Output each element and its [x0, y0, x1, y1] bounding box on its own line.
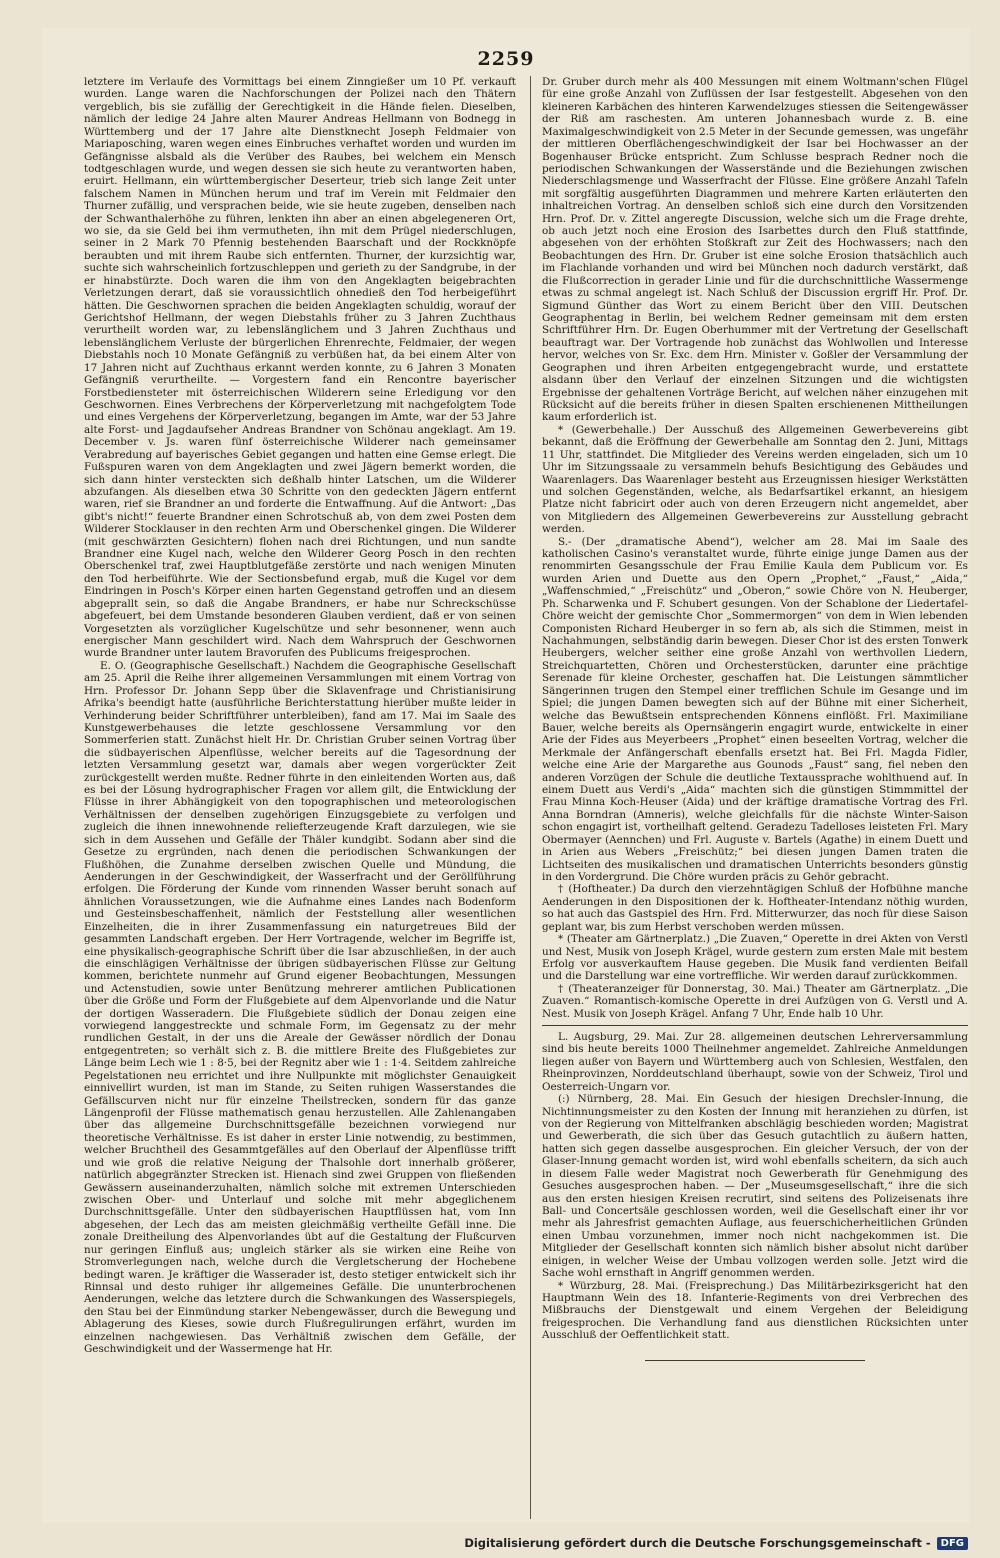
- article-paragraph: * Würzburg, 28. Mai. (Freisprechung.) Das Militärbezirksgericht hat den Hauptmann Wein des 18. Infanterie-Regiments von drei Verbrechen des Mißbrauchs der Dienstgewalt und einem Vergehen der Beleidigung freigesprochen. Die Verhandlung fand aus dienstlichen Rücksichten unter Ausschluß der Oeffentlichkeit statt.: [542, 1279, 968, 1342]
- article-paragraph: * (Gewerbehalle.) Der Ausschuß des Allgemeinen Gewerbevereins gibt bekannt, daß die Eröffnung der Gewerbehalle am Sonntag den 2. Juni, Mittags 11 Uhr, stattfindet. Die Mitglieder des Vereins werden eingeladen, sich um 10 Uhr im Sitzungssaale zu versammeln behufs Besichtigung des Gebäudes und Waarenlagers. Das Waarenlager besteht aus Erzeugnissen hiesiger Werkstätten und solchen Gegenständen, welche, als Bedarfsartikel erkannt, an hiesigem Platze nicht fabricirt oder auch von deren Erzeugern nicht angemeldet, aber von Mitgliedern des Allgemeinen Gewerbevereins zur Ausstellung gebracht werden.: [542, 423, 968, 536]
- article-paragraph: Dr. Gruber durch mehr als 400 Messungen mit einem Woltmann'schen Flügel für eine große Anzahl von Zuflüssen der Isar festgestellt. Abgesehen von den kleineren Karbächen des hinteren Karwendelzuges stiessen die Seitengewässer der Riß am raschesten. Am unteren Johannesbach wurde z. B. eine Maximalgeschwindigkeit von 2.5 Meter in der Secunde gemessen, was ungefähr der mittleren Oberflächengeschwindigkeit der Isar bei Hochwasser an der Bogenhauser Brücke entspricht. Zum Schlusse besprach Redner noch die periodischen Schwankungen der Wasserstände und die Beziehungen zwischen Niederschlagsmenge und Wasserfracht der Flüsse. Eine größere Anzahl Tafeln mit sorgfältig ausgeführten Diagrammen und mehrere Karten erläuterten den inhaltreichen Vortrag. An denselben schloß sich eine durch den Vorsitzenden Hrn. Prof. Dr. v. Zittel angeregte Discussion, welche sich um die Frage drehte, ob auch jetzt noch eine Erosion des Isarbettes durch den Fluß stattfinde, abgesehen von der erhöhten Stoßkraft zur Zeit des Hochwassers; nach den Beobachtungen des Hrn. Dr. Gruber ist eine solche Erosion thatsächlich auch im Flachlande vorhanden und wird bei München noch dadurch verstärkt, daß die Flußcorrection in gerader Linie und für die durchschnittliche Wassermenge etwas zu schmal angelegt ist. Nach Schluß der Discussion ergriff Hr. Prof. Dr. Sigmund Günther das Wort zu einem Bericht über den VIII. Deutschen Geographentag in Berlin, bei welchem Redner gemeinsam mit dem ersten Schriftführer Hrn. Dr. Eugen Oberhummer mit der Vertretung der Gesellschaft beauftragt war. Der Vortragende hob zunächst das Wohlwollen und Interesse hervor, welches von Sr. Exc. dem Hrn. Minister v. Goßler der Versammlung der Geographen und ihren Arbeiten entgegengebracht wurde, und erstattete alsdann über den Verlauf der einzelnen Sitzungen und die wichtigsten Ergebnisse der gehaltenen Vorträge Bericht, auf welchen näher einzugehen mit Rücksicht auf die bereits früher in diesen Spalten erschienenen Mittheilungen kaum erforderlich ist.: [542, 76, 968, 424]
- article-paragraph: * (Theater am Gärtnerplatz.) „Die Zuaven,“ Operette in drei Akten von Verstl und Nest, Musik von Joseph Krägel, wurde gestern zum ersten Male mit bestem Erfolg vor ausverkauftem Hause gegeben. Die Musik fand verdienten Beifall und die Darstellung war eine vortreffliche. Wir werden darauf zurückkommen.: [542, 933, 968, 983]
- article-paragraph: letztere im Verlaufe des Vormittags bei einem Zinngießer um 10 Pf. verkauft wurden. Lange waren die Nachforschungen der Polizei nach den Thätern vergeblich, bis sie zufällig der Gerechtigkeit in die Hände fielen. Dieselben, nämlich der ledige 24 Jahre alten Maurer Andreas Hellmann von Bodnegg in Württemberg und der 17 Jahre alte Dienstknecht Joseph Feldmaier von Mariaposching, waren wegen eines Einbruches verhaftet worden und wurden im Gefängnisse alsbald als die Verüber des Raubes, bei welchem ein Mensch todtgeschlagen wurde, und wegen dessen sie sich heute zu verantworten haben, eruirt. Hellmann, ein württembergischer Deserteur, trieb sich lange Zeit unter falschem Namen in München herum und traf im Verein mit Feldmaier den Thurner zufällig, und versprachen beide, wie sie heute zugeben, denselben nach der Schwanthalerhöhe zu führen, lenkten ihn aber an einen abgelegeneren Ort, wo sie, da sie Geld bei ihm vermutheten, ihn mit dem Prügel niederschlugen, seiner in 2 Mark 70 Pfennig bestehenden Baarschaft und der Rockknöpfe beraubten und mit ihrem Raube sich entfernten. Thurner, der kurzsichtig war, suchte sich wahrscheinlich fortzuschleppen und gerieth zu der Sandgrube, in der er hinabstürzte. Doch waren die ihm von den Angeklagten beigebrachten Verletzungen derart, daß sie voraussichtlich ohnedieß den Tod herbeigeführt hätten. Die Geschwornen sprachen die beiden Angeklagten schuldig, worauf der Gerichtshof Hellmann, der wegen Diebstahls früher zu 3 Jahren Zuchthaus verurtheilt worden war, zu lebenslänglichem und 3 Jahren Zuchthaus und lebenslänglichem Verluste der bürgerlichen Ehrenrechte, Feldmaier, der wegen Diebstahls noch 10 Monate Gefängniß zu verbüßen hat, da bei einem Alter von 17 Jahren nicht auf Zuchthaus erkannt werden konnte, zu 6 Jahren 3 Monaten Gefängniß verurtheilte. — Vorgestern fand ein Rencontre bayerischer Forstbediensteter mit österreichischen Wilderern seine Erledigung vor den Geschwornen. Eines Verbrechens der Körperverletzung mit nachgefolgtem Tode und eines Vergehens der Körperverletzung, begangen im Amte, war der 53 Jahre alte Forst- und Jagdaufseher Andreas Brandner von Schönau angeklagt. Am 19. December v. Js. waren fünf österreichische Wilderer nach gemeinsamer Verabredung auf bayerisches Gebiet gegangen und hatten eine Gemse erlegt. Die Fußspuren waren von dem Angeklagten und zwei Jägern bemerkt worden, die sich dann hinter versteckten sich deßhalb hinter Latschen, um die Wilderer abzufangen. Als dieselben etwa 30 Schritte von den gedeckten Jägern entfernt waren, rief sie Brandner an und forderte die Entwaffnung. Auf die Antwort: „Das gibt's nicht!“ feuerte Brandner einen Schrotschuß ab, von dem zwei Posten dem Wilderer Stocklauser in den rechten Arm und Oberschenkel gingen. Die Wilderer (mit geschwärzten Gesichtern) flohen nach drei Richtungen, und nun sandte Brandner eine Kugel nach, welche den Wilderer Georg Posch in den rechten Oberschenkel traf, zwei Hauptblutgefäße zerstörte und nach wenigen Minuten den Tod herbeiführte. Wie der Sectionsbefund ergab, muß die Kugel vor dem Eindringen in Posch's Körper einen harten Gegenstand getroffen und an diesem abgeprallt sein, so daß die Angabe Brandners, er habe nur Schreckschüsse abgefeuert, bei dem Umstande besonderen Glauben verdient, daß er von seinen Vorgesetzten als vorzüglicher Kugelschütze und sehr besonnener, wenn auch energischer Mann geschildert wird. Nach dem Wahrspruch der Geschwornen wurde Brandner unter lautem Bravorufen des Publicums freigesprochen.: [84, 76, 516, 660]
- newspaper-page: [42, 28, 970, 1523]
- left-column: [84, 76, 516, 1355]
- article-paragraph: † (Hoftheater.) Da durch den vierzehntägigen Schluß der Hofbühne manche Aenderungen in den Dispositionen der k. Hoftheater-Intendanz nöthig wurden, so hat auch das Gastspiel des Hrn. Frd. Mitterwurzer, das noch für diese Saison geplant war, bis zum Herbst verschoben werden müssen.: [542, 883, 968, 933]
- article-paragraph: E. O. (Geographische Gesellschaft.) Nachdem die Geographische Gesellschaft am 25. April die Reihe ihrer allgemeinen Versammlungen mit einem Vortrag von Hrn. Professor Dr. Johann Sepp über die Sklavenfrage und Christianisirung Afrika's beendigt hatte (ausführliche Berichterstattung hierüber mußte leider in Verhinderung beider Schriftführer unterbleiben), fand am 17. Mai im Saale des Kunstgewerbehauses die letzte geschlossene Versammlung vor den Sommerferien statt. Zunächst hielt Hr. Dr. Christian Gruber seinen Vortrag über die südbayerischen Alpenflüsse, welcher bereits auf die Tagesordnung der letzten Versammlung gesetzt war, damals aber wegen vorgerückter Zeit zurückgestellt werden mußte. Redner führte in den einleitenden Worten aus, daß es bei der Lösung hydrographischer Fragen vor allem gilt, die Entwicklung der Flüsse in ihrer Abhängigkeit von den topographischen und meteorologischen Verhältnissen der denselben zugehörigen Einzugsgebiete zu verfolgen und zugleich die ihnen innewohnende reliefterzeugende Kraft darzulegen, wie sie sich in dem Aussehen und Gefälle der Thäler kundgibt. Sodann aber sind die Gesetze zu ergründen, nach denen die periodischen Schwankungen der Flußhöhen, die Zunahme derselben zwischen Quelle und Mündung, die Aenderungen in der Geschwindigkeit, der Wasserfracht und der Geröllführung erfolgen. Die Förderung der Kunde vom rinnenden Wasser beruht sonach auf ähnlichen Voraussetzungen, wie die Aufnahme eines Landes nach Bodenform und Gesteinsbeschaffenheit, nämlich der Feststellung aller wesentlichen Einzelheiten, die in ihrer Zusammenfassung ein naturgetreues Bild der gesammten Landschaft ergeben. Der Herr Vortragende, welcher im Begriffe ist, eine physikalisch-geographische Schrift über die Isar abzuschließen, in der auch die einschlägigen Verhältnisse der übrigen südbayerischen Flüsse zur Geltung kommen, berichtete nunmehr auf Grund eigener Beobachtungen, Messungen und Actenstudien, sowie unter Benützung mehrerer amtlichen Publicationen über die Größe und Form der Flußgebiete auf dem Alpenvorlande und die Natur der dortigen Wasseradern. Die Flußgebiete südlich der Donau zeigen eine vorwiegend langgestreckte und schmale Form, im Gegensatz zu der mehr rundlichen Gestalt, in der uns die Areale der Gewässer nördlich der Donau entgegentreten; so verhält sich z. B. die mittlere Breite des Flußgebietes zur Länge beim Lech wie 1 : 8·5, bei der Regnitz aber wie 1 : 1·4. Seitdem zahlreiche Pegelstationen neu errichtet und ihre Nullpunkte mit möglichster Genauigkeit einnivellirt wurden, ist man im Stande, zu Seiten ruhigen Wasserstandes die Gefällscurven nicht nur für einzelne Theilstrecken, sondern für das ganze Längenprofil der Flüsse mathematisch genau herzustellen. Alle Zahlenangaben über das allgemeine Durchschnittsgefälle bezeichnen vorwiegend nur theoretische Verhältnisse. Es ist daher in erster Linie notwendig, zu bestimmen, welcher Bruchtheil des Gesammtgefälles auf den Oberlauf der Alpenflüsse trifft und wie groß die relative Neigung der Thalsohle dort innerhalb größerer, natürlich abgegränzter Strecken ist. Hienach sind zwei Gruppen von fließenden Gewässern auseinanderzuhalten, nämlich solche mit extremen Unterschieden zwischen Ober- und Unterlauf und solche mit mehr abgeglichenem Durchschnittsgefälle. Unter den südbayerischen Hauptflüssen hat, vom Inn abgesehen, der Lech das am meisten gleichmäßig vertheilte Gefäll inne. Die zonale Dreitheilung des Alpenvorlandes übt auf die Gestaltung der Flußcurven nur geringen Einfluß aus; ungleich stärker als sie wirken eine Reihe von Stromverlegungen nach, welche durch die Vergletscherung der Hochebene bedingt waren. Je kräftiger die Wasserader ist, desto stetiger entwickelt sich ihr Rinnsal und desto ruhiger ihr allgemeines Gefälle. Die ununterbrochenen Aenderungen, welche das letztere durch die Schwankungen des Wasserspiegels, den Stau bei der Einmündung starker Nebengewässer, durch die Bewegung und Ablagerung des Kieses, sowie durch Flußregulirungen erfährt, wurden im einzelnen nachgewiesen. Das Verhältniß zwischen dem Gefälle, der Geschwindigkeit und der Wassermenge hat Hr.: [84, 659, 516, 1356]
- article-paragraph: S.- (Der „dramatische Abend“), welcher am 28. Mai im Saale des katholischen Casino's veranstaltet wurde, führte einige junge Damen aus der renommirten Gesangsschule der Frau Emilie Kaula dem Publicum vor. Es wurden Arien und Duette aus den Opern „Prophet,“ „Faust,“ „Aida,“ „Waffenschmied,“ „Freischütz“ und „Oberon,“ sowie Chöre von N. Heuberger, Ph. Scharwenka und F. Schubert gesungen. Von der Schablone der Liedertafel-Chöre weicht der gemischte Chor „Sommermorgen“ von dem in Wien lebenden Componisten Richard Heuberger in so fern ab, als sich die Stimmen, meist in Nachahmungen, selbständig darin bewegen. Dieser Chor ist des ersten Tonwerk Heubergers, welcher seither eine große Anzahl von werthvollen Liedern, Streichquartetten, Chören und Orchesterstücken, darunter eine prächtige Serenade für kleine Orchester, geschaffen hat. Die Leistungen sämmtlicher Sängerinnen trugen den Stempel einer trefflichen Schule im Gesange und im Spiel; die jungen Damen bewegten sich auf der Bühne mit einer Sicherheit, welche das Bewußtsein entsprechenden Könnens einflößt. Frl. Maximiliane Bauer, welche bereits als Opernsängerin engagirt wurde, entwickelte in einer Arie der Fides aus Meyerbeers „Prophet“ einen beseelten Vortrag, welcher die Merkmale der Anfängerschaft ebenfalls ersetzt hat. Bei Frl. Magda Fidler, welche eine Arie der Margarethe aus Gounods „Faust“ sang, fiel neben den anderen Vorzügen der Schule die deutliche Textaussprache wohlthuend auf. In einem Duett aus Verdi's „Aida“ machten sich die günstigen Stimmmittel der Frau Minna Koch-Heuser (Aida) und der kräftige dramatische Vortrag des Frl. Anna Borndran (Amneris), welche gleichfalls für die nächste Winter-Saison schon engagirt ist, vortheilhaft geltend. Geradezu Tadelloses leisteten Frl. Mary Obermayer (Aennchen) und Frl. Auguste v. Bartels (Agathe) in einem Duett und in Arien aus Webers „Freischütz;“ bei diesen jungen Damen traten die Lichtseiten des musikalischen und dramatischen Unterrichts besonders günstig in den Vordergrund. Die Chöre wurden präcis zu Gehör gebracht.: [542, 535, 968, 883]
- article-paragraph: L. Augsburg, 29. Mai. Zur 28. allgemeinen deutschen Lehrerversammlung sind bis heute bereits 1000 Theilnehmer angemeldet. Zahlreiche Anmeldungen liegen außer von Bayern und Württemberg auch von Schlesien, Westfalen, den Rheinprovinzen, Norddeutschland überhaupt, sowie von der Schweiz, Tirol und Oesterreich-Ungarn vor.: [542, 1031, 968, 1093]
- column-divider: [530, 76, 531, 1519]
- article-paragraph: (:) Nürnberg, 28. Mai. Ein Gesuch der hiesigen Drechsler-Innung, die Nichtinnungsmeister zu den Kosten der Innung mit heranziehen zu dürfen, ist von der Regierung von Mittelfranken abschlägig beschieden worden; Magistrat und Gewerberath, die sich über das Gesuch gutachtlich zu äußern hatten, hatten sich gegen dasselbe ausgesprochen. Ein gleicher Versuch, der von der Glaser-Innung gemacht worden ist, wird wohl ebenfalls scheitern, da sich auch in diesem Falle weder Magistrat noch Gewerberath für Genehmigung des Gesuches ausgesprochen haben. — Der „Museumsgesellschaft,“ ihre die sich aus den ersten hiesigen Kreisen recrutirt, sind seitens des Polizeisenats ihre Ball- und Concertsäle geschlossen worden, weil die Gesellschaft einer ihr vor mehr als Jahresfrist gemachten Auflage, aus feuerschicherheitlichen Gründen einen Umbau vorzunehmen, immer noch nicht nachgekommen ist. Die Mitglieder der Gesellschaft konnten sich nämlich bisher absolut nicht darüber einigen, in welcher Weise der Umbau vollzogen werden solle. Jetzt wird die Sache wohl ernsthaft in Angriff genommen werden.: [542, 1093, 968, 1280]
- right-column: [542, 76, 968, 1361]
- digitization-footer: [464, 1536, 968, 1550]
- dfg-logo: DFG: [937, 1537, 968, 1550]
- page-number: 2259: [477, 48, 535, 70]
- article-paragraph: † (Theateranzeiger für Donnerstag, 30. Mai.) Theater am Gärtnerplatz. „Die Zuaven.“ Romantisch-komische Operette in drei Aufzügen von G. Verstl und A. Nest. Musik von Joseph Krägel. Anfang 7 Uhr, Ende halb 10 Uhr.: [542, 982, 968, 1020]
- end-rule: [645, 1360, 865, 1361]
- section-rule: [542, 1025, 968, 1026]
- footer-text: Digitalisierung gefördert durch die Deutsche Forschungsgemeinschaft -: [464, 1536, 931, 1550]
